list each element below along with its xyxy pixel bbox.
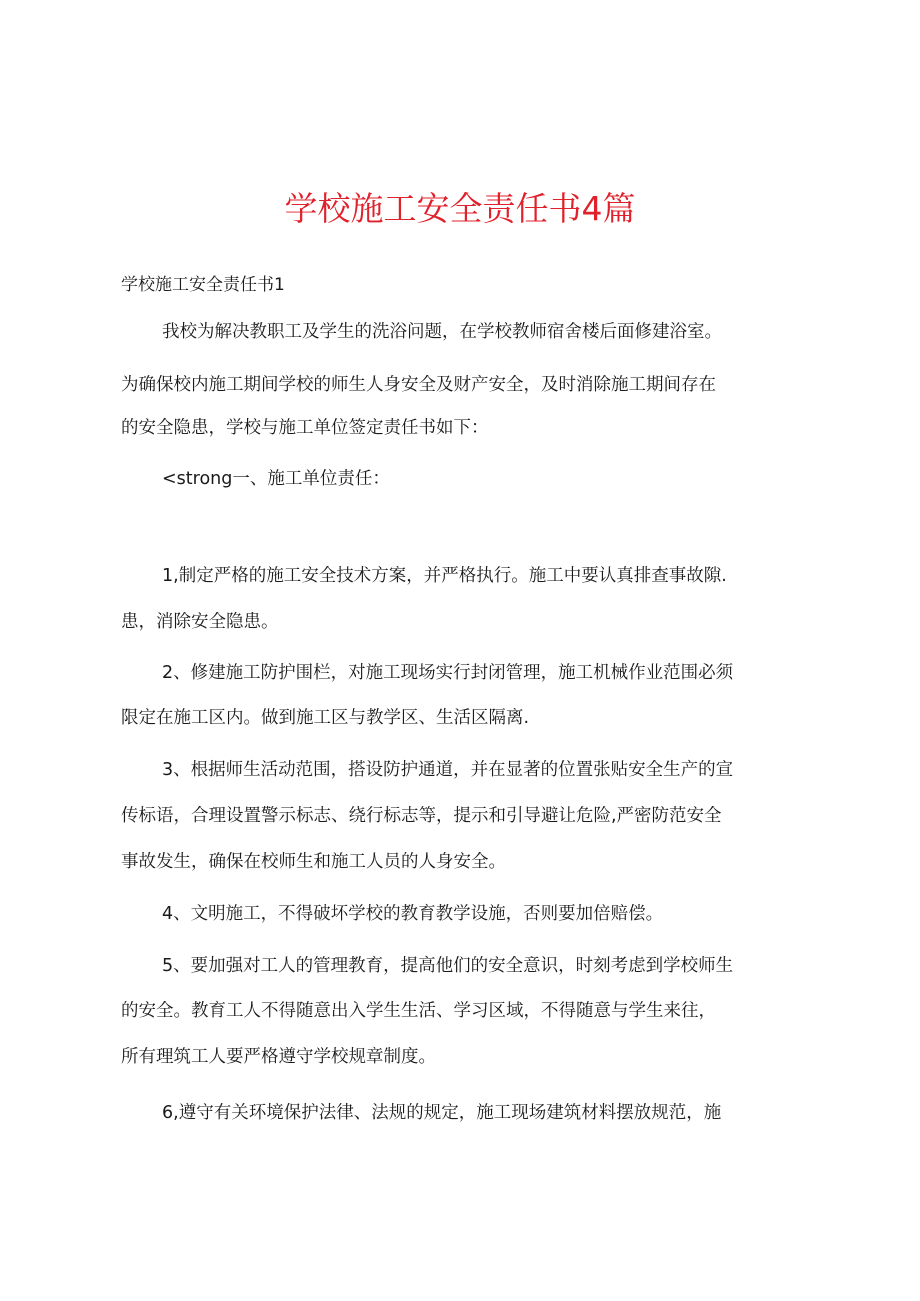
paragraph-line: 的安全。教育工人不得随意出入学生生活、学习区域，不得随意与学生来往，	[121, 1001, 716, 1021]
paragraph-line: 的安全隐患，学校与施工单位签定责任书如下：	[121, 418, 489, 438]
paragraph-line: 为确保校内施工期间学校的师生人身安全及财产安全，及时消除施工期间存在	[121, 375, 716, 395]
paragraph-line: 5、要加强对工人的管理教育，提高他们的安全意识，时刻考虑到学校师生	[162, 956, 734, 976]
document-title: 学校施工安全责任书4篇	[284, 189, 636, 228]
paragraph-line: 我校为解决教职工及学生的洗浴问题，在学校教师宿舍楼后面修建浴室。	[162, 322, 722, 342]
paragraph-line: 4、文明施工，不得破坏学校的教育教学设施，否则要加倍赔偿。	[162, 904, 664, 924]
paragraph-line: 患，消除安全隐患。	[121, 612, 279, 632]
section-heading: <strong一、施工单位责任：	[162, 469, 390, 489]
paragraph-line: 3、根据师生活动范围，搭设防护通道，并在显著的位置张贴安全生产的宣	[162, 760, 734, 780]
paragraph-line: 2、修建施工防护围栏，对施工现场实行封闭管理，施工机械作业范围必须	[162, 663, 734, 683]
paragraph-line: 限定在施工区内。做到施工区与教学区、生活区隔离.	[121, 708, 530, 728]
paragraph-line: 传标语，合理设置警示标志、绕行标志等，提示和引导避让危险,严密防范安全	[121, 806, 722, 826]
paragraph-line: 1,制定严格的施工安全技术方案，并严格执行。施工中要认真排查事故隙.	[162, 566, 727, 586]
paragraph-line: 所有理筑工人要严格遵守学校规章制度。	[121, 1047, 436, 1067]
section-title: 学校施工安全责任书1	[121, 275, 285, 295]
paragraph-line: 6,遵守有关环境保护法律、法规的规定，施工现场建筑材料摆放规范，施	[162, 1103, 722, 1123]
paragraph-line: 事故发生，确保在校师生和施工人员的人身安全。	[121, 852, 506, 872]
